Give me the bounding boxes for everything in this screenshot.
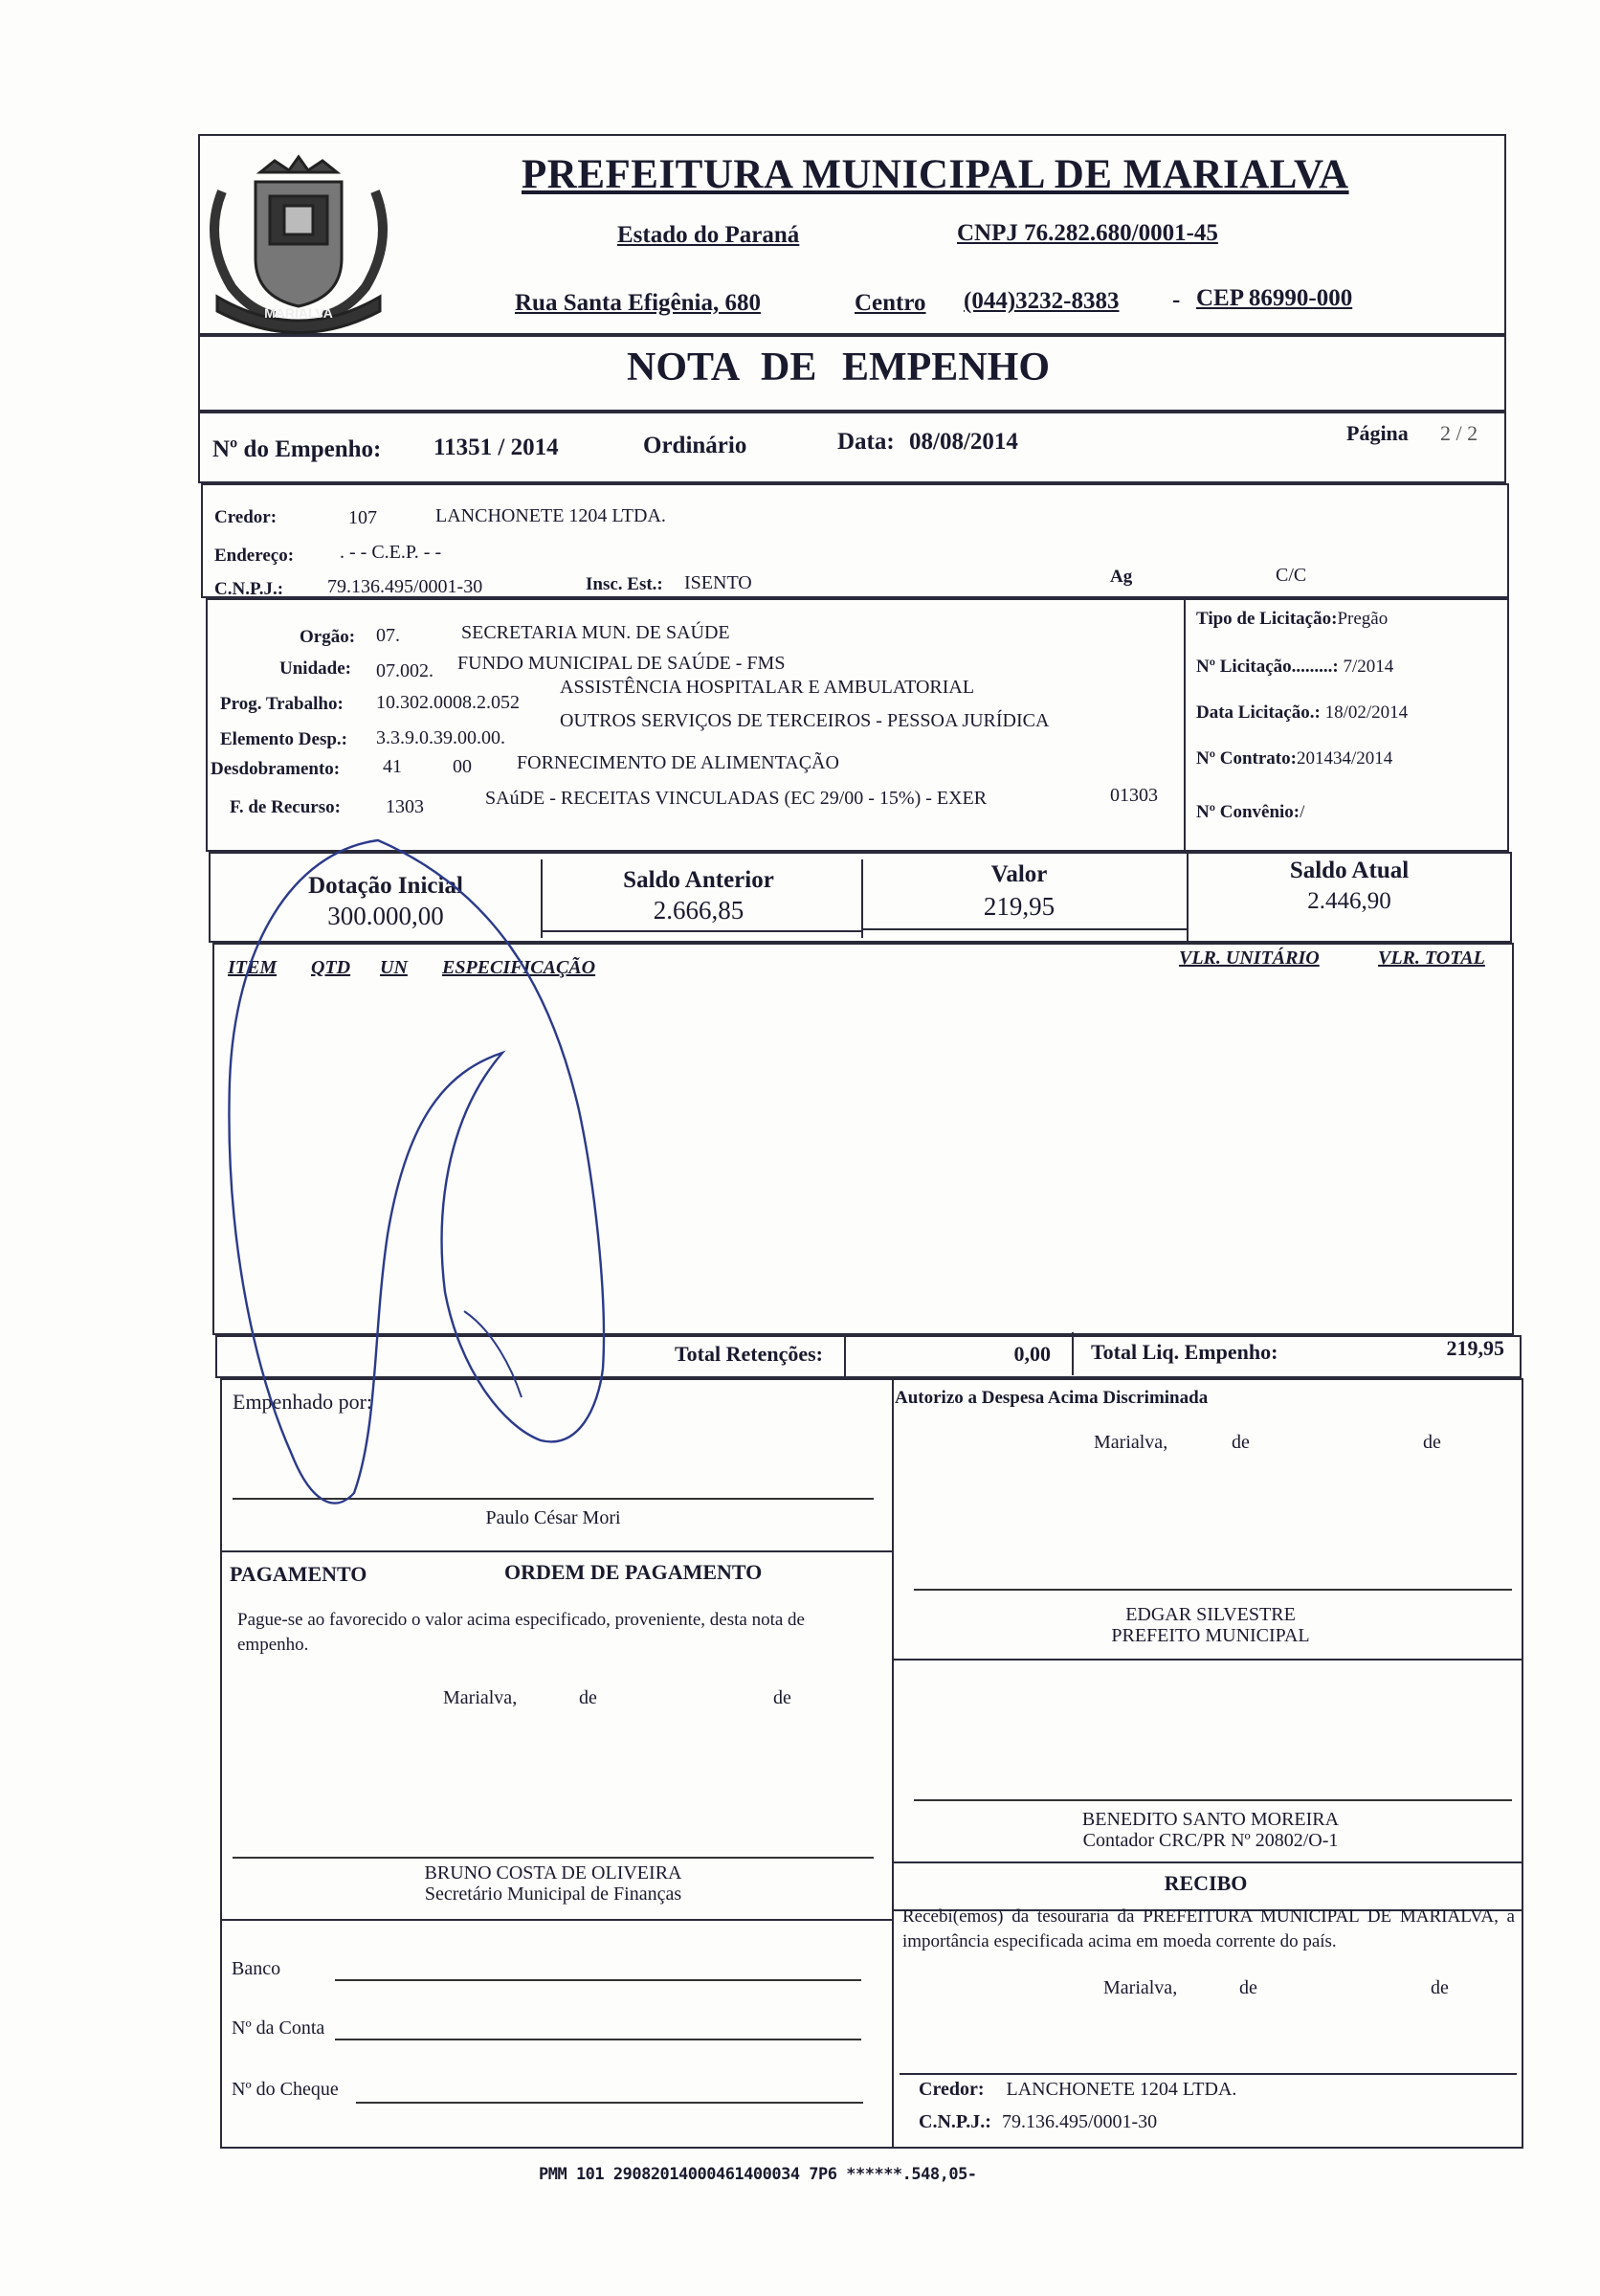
- items-header-total: VLR. TOTAL: [1378, 947, 1485, 969]
- footer-code: PMM 101 29082014000461400034 7P6 ******.548,05-: [539, 2165, 977, 2184]
- doc-title-empenho: EMPENHO: [842, 346, 1050, 390]
- orgao-label: Orgão:: [300, 627, 356, 647]
- licitacao-data-label: Data Licitação.:: [1196, 702, 1321, 723]
- recibo-credor-value: LANCHONETE 1204 LTDA.: [1006, 2079, 1237, 2100]
- cheque-label: Nº do Cheque: [232, 2079, 339, 2100]
- fonte-name: SAúDE - RECEITAS VINCULADAS (EC 29/00 - 15%) - EXER: [485, 788, 988, 809]
- contador-signature-line: [914, 1799, 1512, 1801]
- header-cep: CEP 86990-000: [1196, 285, 1353, 311]
- items-header-qtd: QTD: [311, 957, 351, 978]
- doc-title-nota: NOTA: [627, 346, 741, 390]
- credor-cnpj: 79.136.495/0001-30: [327, 576, 483, 597]
- empenho-type: Ordinário: [643, 433, 747, 458]
- signature-scribble: [215, 833, 665, 1522]
- desd-label: Desdobramento:: [211, 759, 341, 779]
- header-sep: -: [1172, 287, 1181, 313]
- credor-address: . - - C.E.P. - -: [340, 542, 442, 563]
- autorizo-role: PREFEITO MUNICIPAL: [1111, 1625, 1310, 1646]
- banco-label: Banco: [232, 1958, 281, 1979]
- retencoes-value: 0,00: [1013, 1342, 1051, 1366]
- pagamento-label: PAGAMENTO: [230, 1562, 367, 1586]
- licitacao-num-label: Nº Licitação.........:: [1196, 657, 1339, 677]
- dotacao-label: Dotação Inicial: [308, 873, 463, 899]
- licitacao-contrato-value: 201434/2014: [1296, 748, 1393, 769]
- credor-insc-label: Insc. Est.:: [586, 574, 663, 594]
- recibo-cnpj-value: 79.136.495/0001-30: [1001, 2111, 1158, 2132]
- autorizo-city: Marialva,: [1094, 1432, 1168, 1453]
- credor-code: 107: [348, 507, 377, 528]
- credor-ag-label: Ag: [1110, 567, 1133, 587]
- empenho-page: 2 / 2: [1440, 421, 1478, 445]
- autorizo-de2: de: [1423, 1432, 1441, 1453]
- licitacao-convenio-label: Nº Convênio:: [1196, 802, 1300, 822]
- desd-code-a: 41: [383, 756, 402, 777]
- recibo-credor-label: Credor:: [919, 2079, 985, 2100]
- pagamento-city: Marialva,: [443, 1687, 518, 1708]
- pagamento-de2: de: [773, 1687, 791, 1708]
- saldo-atual-label: Saldo Atual: [1289, 858, 1410, 883]
- desd-code-b: 00: [453, 756, 472, 777]
- licitacao-num: [1196, 657, 1393, 678]
- items-header-item: ITEM: [228, 957, 278, 978]
- conta-label: Nº da Conta: [232, 2017, 325, 2039]
- credor-label: Credor:: [214, 507, 278, 527]
- prog-code: 10.302.0008.2.052: [376, 692, 520, 713]
- empenhado-label: Empenhado por:: [233, 1390, 373, 1414]
- credor-name: LANCHONETE 1204 LTDA.: [435, 505, 666, 526]
- credor-cc-label: C/C: [1276, 565, 1307, 586]
- credor-address-label: Endereço:: [214, 546, 295, 566]
- recibo-city: Marialva,: [1103, 1977, 1178, 1998]
- pagamento-role: Secretário Municipal de Finanças: [424, 1884, 682, 1905]
- empenho-date: 08/08/2014: [909, 429, 1018, 455]
- header-district: Centro: [855, 290, 926, 316]
- contador-role: Contador CRC/PR Nº 20802/O-1: [1082, 1830, 1339, 1851]
- orgao-code: 07.: [376, 625, 400, 646]
- header-state: Estado do Paraná: [617, 222, 800, 248]
- conta-line: [335, 2039, 861, 2040]
- licitacao-data: [1196, 702, 1408, 724]
- cheque-line: [356, 2102, 863, 2104]
- recibo-de1: de: [1239, 1977, 1257, 1998]
- recibo-text: Recebi(emos) da tesouraria da PREFEITURA MUNICIPAL DE MARIALVA, a importância especificada acima em moeda corrente do país.: [902, 1906, 1515, 1951]
- licitacao-convenio: [1196, 802, 1304, 823]
- prog-label: Prog. Trabalho:: [220, 694, 344, 714]
- pagamento-ordem: ORDEM DE PAGAMENTO: [504, 1560, 763, 1584]
- autorizo-label: Autorizo a Despesa Acima Discriminada: [895, 1388, 1209, 1408]
- empenho-number-label: Nº do Empenho:: [212, 436, 382, 462]
- licitacao-contrato: [1196, 748, 1392, 769]
- retencoes-label: Total Retenções:: [675, 1342, 823, 1366]
- credor-insc: ISENTO: [684, 572, 752, 593]
- pagamento-name: BRUNO COSTA DE OLIVEIRA: [424, 1862, 682, 1884]
- header-phone: (044)3232-8383: [964, 288, 1120, 314]
- autorizo-de1: de: [1232, 1432, 1250, 1453]
- licitacao-tipo-value: Pregão: [1337, 609, 1389, 629]
- items-header-espec: ESPECIFICAÇÃO: [442, 957, 596, 978]
- pagamento-signature-line: [233, 1857, 874, 1859]
- autorizo-name: EDGAR SILVESTRE: [1125, 1604, 1296, 1625]
- recibo-cnpj-label: C.N.P.J.:: [919, 2111, 991, 2132]
- unidade-code: 07.002.: [376, 660, 433, 681]
- fonte-code2: 01303: [1110, 785, 1158, 806]
- saldo-atual-value: 2.446,90: [1307, 888, 1391, 914]
- coat-of-arms-logo: [203, 153, 394, 340]
- fonte-label: F. de Recurso:: [230, 797, 341, 817]
- empenhado-name: Paulo César Mori: [485, 1507, 621, 1528]
- recibo-cnpj: [919, 2111, 1157, 2133]
- recibo-title: RECIBO: [1164, 1871, 1248, 1895]
- credor-cnpj-label: C.N.P.J.:: [214, 579, 284, 599]
- pagamento-text: Pague-se ao favorecido o valor acima especificado, proveniente, desta nota de empenho.: [237, 1610, 805, 1655]
- banco-line: [335, 1979, 861, 1981]
- contador-name: BENEDITO SANTO MOREIRA: [1081, 1809, 1340, 1830]
- elem-name: OUTROS SERVIÇOS DE TERCEIROS - PESSOA JURÍDICA: [560, 710, 1050, 731]
- pagamento-de1: de: [579, 1687, 597, 1708]
- recibo-de2: de: [1431, 1977, 1449, 1998]
- empenho-number: 11351 / 2014: [433, 435, 559, 460]
- saldo-anterior-label: Saldo Anterior: [623, 867, 774, 893]
- desd-name: FORNECIMENTO DE ALIMENTAÇÃO: [517, 752, 839, 773]
- dotacao-value: 300.000,00: [327, 902, 444, 930]
- orgao-name: SECRETARIA MUN. DE SAÚDE: [461, 622, 730, 643]
- liquido-value: 219,95: [1446, 1336, 1504, 1360]
- items-header-unit: VLR. UNITÁRIO: [1179, 947, 1320, 969]
- empenho-date-label: Data:: [837, 429, 895, 455]
- valor-value: 219,95: [983, 892, 1056, 921]
- unidade-label: Unidade:: [279, 658, 351, 679]
- licitacao-data-value: 18/02/2014: [1324, 702, 1409, 723]
- elem-label: Elemento Desp.:: [220, 729, 347, 749]
- doc-title-de: DE: [761, 346, 817, 390]
- items-header-un: UN: [380, 957, 408, 978]
- recibo-credor: [919, 2079, 1236, 2101]
- empenho-page-label: Página: [1346, 421, 1409, 445]
- prog-name: ASSISTÊNCIA HOSPITALAR E AMBULATORIAL: [560, 677, 975, 698]
- elem-code: 3.3.9.0.39.00.00.: [376, 727, 505, 748]
- licitacao-contrato-label: Nº Contrato:: [1196, 748, 1297, 769]
- licitacao-tipo-label: Tipo de Licitação:: [1196, 609, 1338, 629]
- valor-label: Valor: [990, 861, 1048, 887]
- header-street: Rua Santa Efigênia, 680: [515, 290, 761, 316]
- header-title: PREFEITURA MUNICIPAL DE MARIALVA: [522, 152, 1349, 197]
- fonte-code: 1303: [386, 796, 424, 817]
- saldo-anterior-value: 2.666,85: [653, 896, 744, 925]
- licitacao-tipo: [1196, 609, 1388, 630]
- unidade-name: FUNDO MUNICIPAL DE SAÚDE - FMS: [457, 653, 786, 674]
- licitacao-convenio-value: /: [1300, 802, 1305, 822]
- svg-text:MARIALVA: MARIALVA: [264, 305, 333, 321]
- autorizo-signature-line: [914, 1589, 1512, 1591]
- liquido-label: Total Liq. Empenho:: [1091, 1340, 1278, 1364]
- licitacao-num-value: 7/2014: [1343, 657, 1394, 677]
- header-cnpj: CNPJ 76.282.680/0001-45: [957, 220, 1218, 246]
